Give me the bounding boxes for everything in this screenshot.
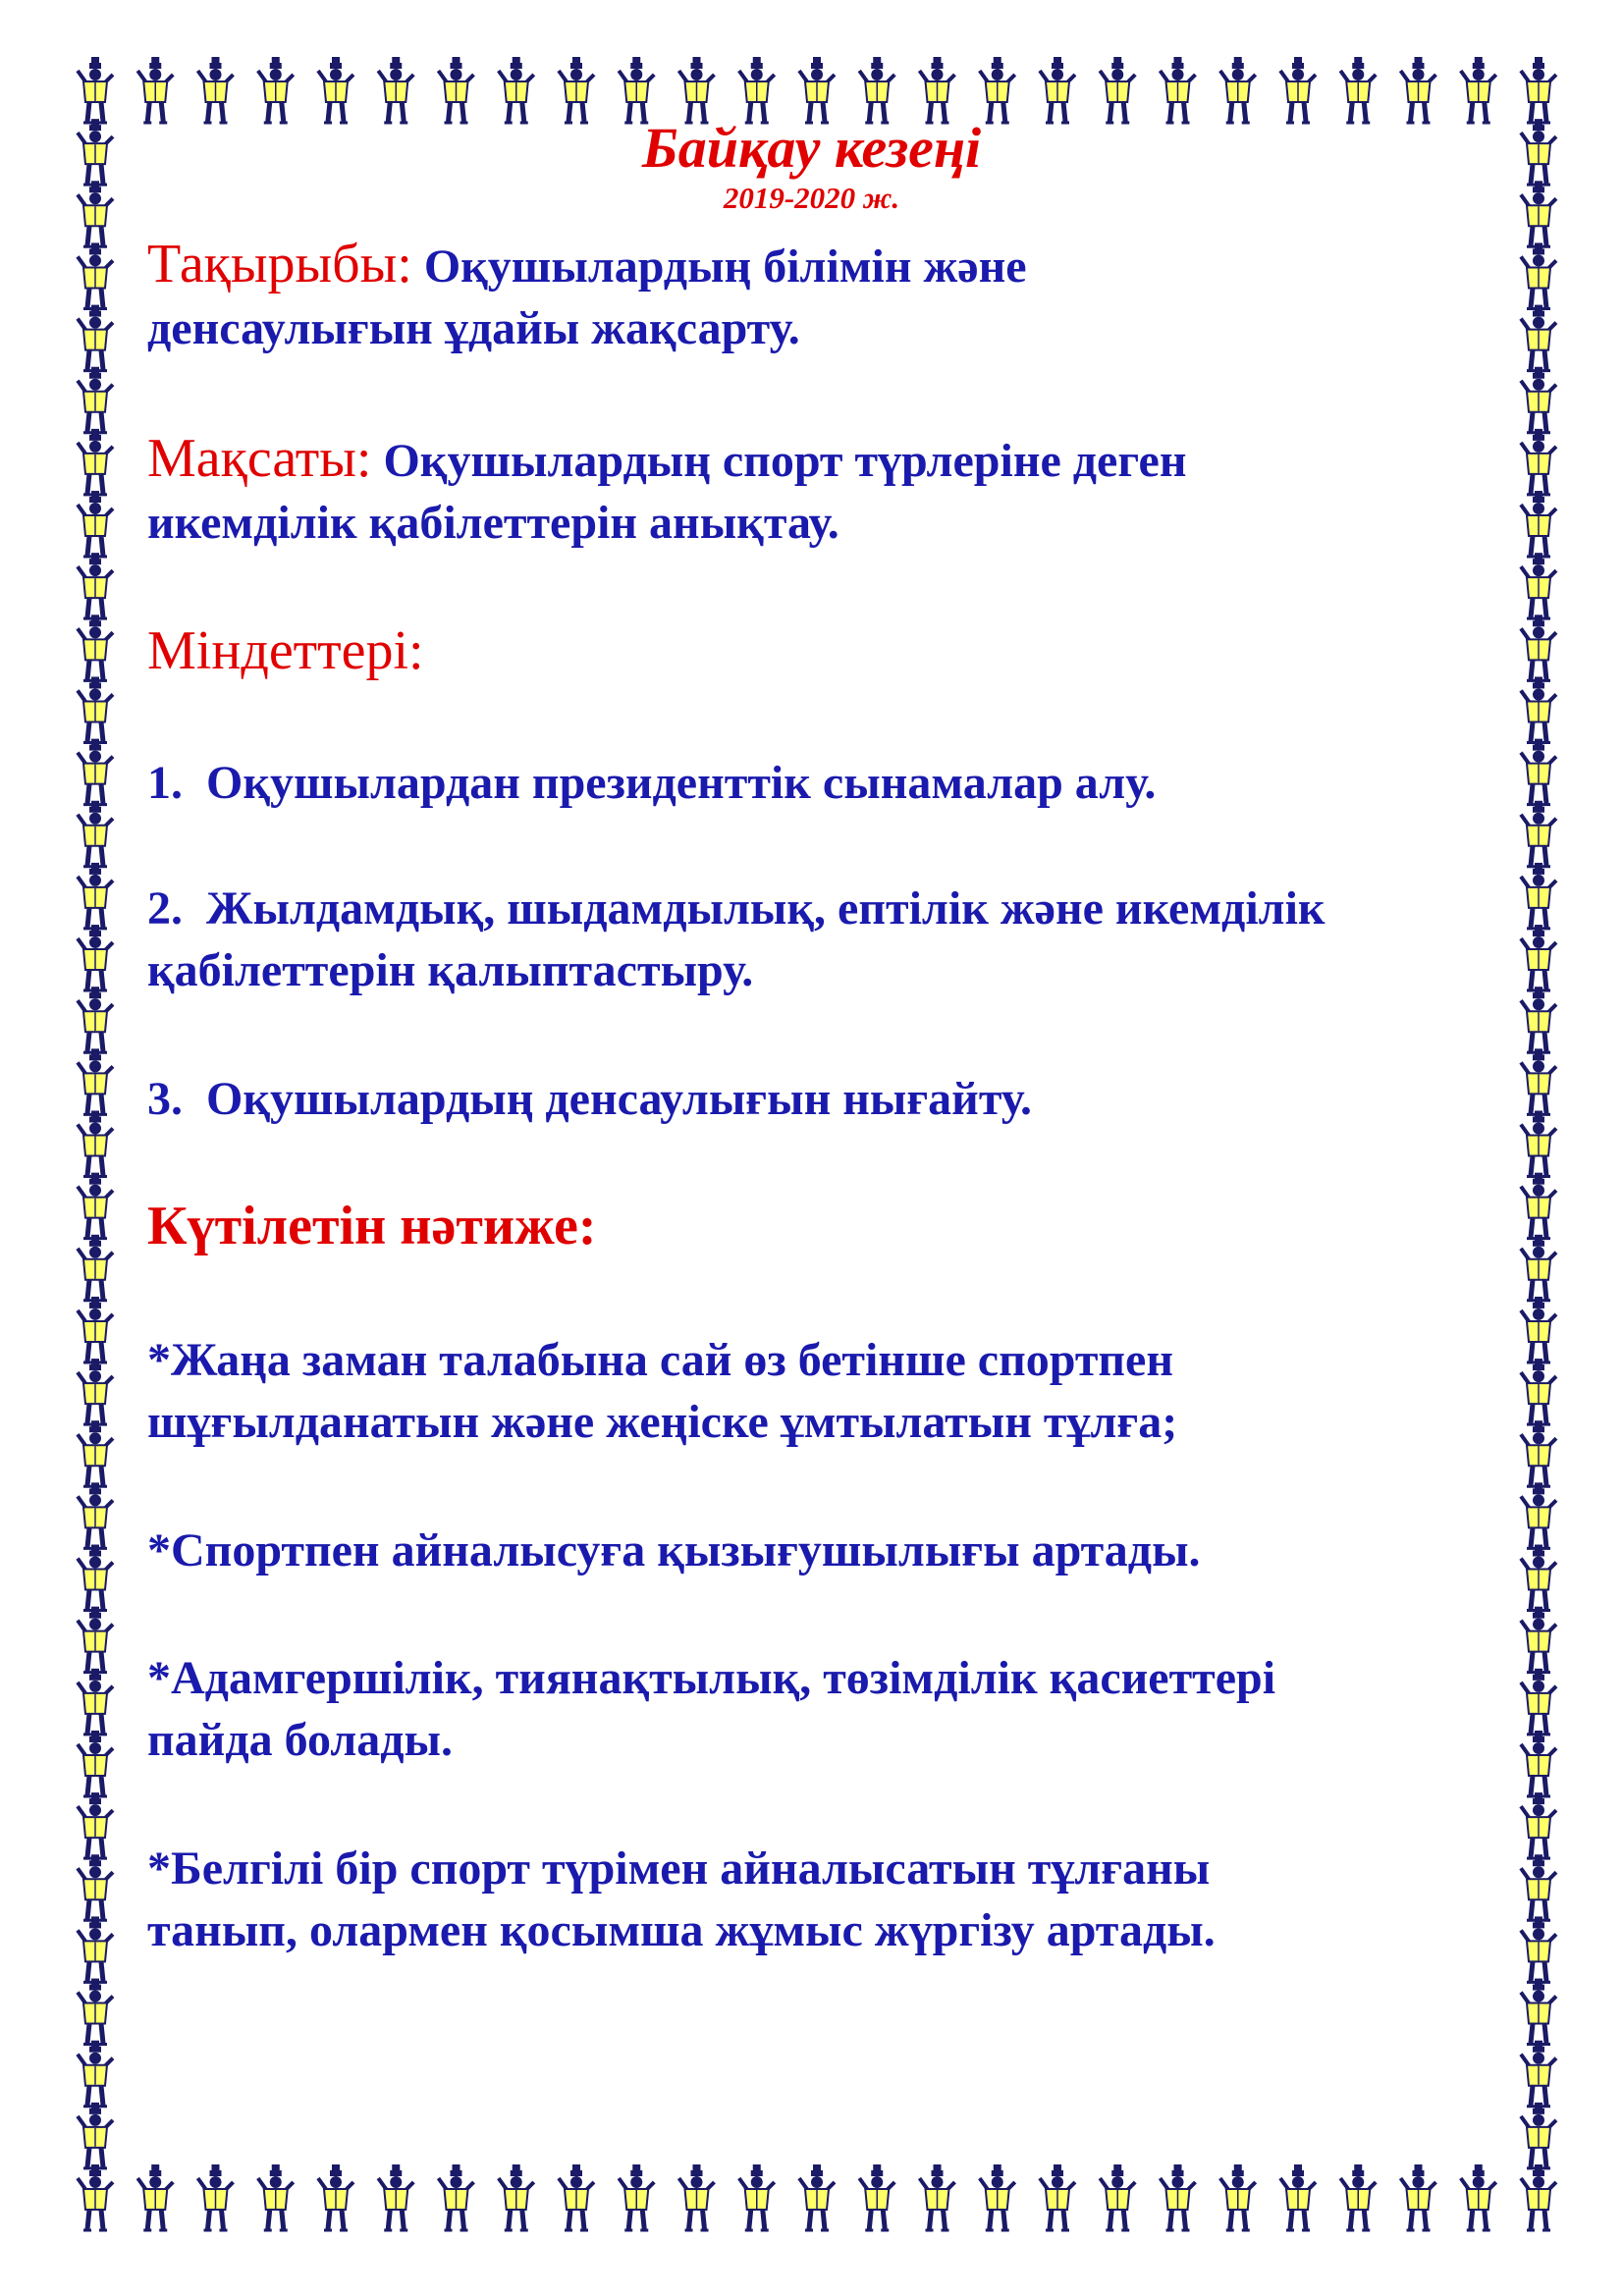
person-figure-icon (78, 1235, 113, 1301)
person-figure-icon (499, 57, 534, 123)
person-figure-icon (378, 57, 413, 123)
result-item-3 (147, 1647, 1522, 1771)
person-figure-icon (799, 57, 835, 123)
topic-text-line2: денсаулығын ұдайы жақсарту. (147, 302, 800, 354)
person-figure-icon (78, 1854, 113, 1920)
person-figure-icon (78, 2041, 113, 2107)
person-figure-icon (78, 57, 113, 123)
person-figure-icon (78, 1482, 113, 1548)
person-figure-icon (1220, 57, 1256, 123)
person-figure-icon (739, 2164, 775, 2230)
task-text: Оқушылардан президенттік сынамалар алу. (206, 757, 1157, 809)
person-figure-icon (1521, 1048, 1556, 1114)
person-figure-icon (1521, 57, 1556, 123)
person-figure-icon (1521, 1111, 1556, 1177)
person-figure-icon (1461, 57, 1496, 123)
person-figure-icon (1521, 2041, 1556, 2107)
person-figure-icon (499, 2164, 534, 2230)
person-figure-icon (78, 863, 113, 929)
topic-label: Тақырыбы: (147, 234, 412, 294)
person-figure-icon (78, 987, 113, 1052)
task-number: 2. (147, 882, 183, 934)
person-figure-icon (859, 2164, 894, 2230)
person-figure-icon (1161, 57, 1196, 123)
person-figure-icon (619, 2164, 654, 2230)
person-figure-icon (78, 429, 113, 495)
person-figure-icon (78, 1545, 113, 1611)
person-figure-icon (1521, 242, 1556, 308)
person-figure-icon (1521, 614, 1556, 680)
goal-section (147, 428, 1522, 554)
person-figure-icon (1521, 1482, 1556, 1548)
person-figure-icon (1521, 676, 1556, 742)
result-text-line2: шұғылданатын және жеңіске ұмтылатын тұлға; (147, 1396, 1178, 1448)
person-figure-icon (1521, 801, 1556, 867)
person-figure-icon (78, 925, 113, 990)
person-figure-icon (78, 2103, 113, 2168)
task-text: Оқушылардың денсаулығын нығайту. (206, 1073, 1032, 1125)
person-figure-icon (1521, 1607, 1556, 1673)
person-figure-icon (980, 57, 1015, 123)
person-figure-icon (78, 242, 113, 308)
result-item-1 (147, 1329, 1522, 1453)
person-figure-icon (1100, 57, 1135, 123)
person-figure-icon (78, 367, 113, 433)
task-item-2 (147, 878, 1522, 1001)
person-figure-icon (1521, 987, 1556, 1052)
person-figure-icon (1521, 2103, 1556, 2168)
person-figure-icon (1340, 57, 1376, 123)
person-figure-icon (1521, 1420, 1556, 1486)
person-figure-icon (1401, 2164, 1436, 2230)
person-figure-icon (78, 1048, 113, 1114)
person-figure-icon (78, 1111, 113, 1177)
person-figure-icon (799, 2164, 835, 2230)
person-figure-icon (559, 2164, 594, 2230)
person-figure-icon (78, 553, 113, 618)
person-figure-icon (1521, 429, 1556, 495)
person-figure-icon (1521, 367, 1556, 433)
person-figure-icon (318, 2164, 353, 2230)
person-figure-icon (78, 305, 113, 371)
topic-text-line1: Оқушылардың білімін және (423, 240, 1027, 293)
result-text-line2: танып, олармен қосымша жұмыс жүргізу артады. (147, 1904, 1216, 1956)
person-figure-icon (78, 1173, 113, 1239)
person-figure-icon (1521, 1916, 1556, 1982)
person-figure-icon (378, 2164, 413, 2230)
person-figure-icon (78, 1979, 113, 2045)
results-section (147, 1196, 1522, 1257)
person-figure-icon (619, 57, 654, 123)
person-figure-icon (137, 2164, 173, 2230)
person-figure-icon (1521, 739, 1556, 805)
person-figure-icon (78, 1731, 113, 1796)
person-figure-icon (679, 57, 715, 123)
task-text: Жылдамдық, шыдамдылық, ептілік және икемділік (206, 882, 1325, 934)
result-text-line1: *Адамгершілік, тиянақтылық, төзімділік қасиеттері (147, 1652, 1276, 1704)
person-figure-icon (980, 2164, 1015, 2230)
person-figure-icon (78, 1669, 113, 1735)
person-figure-icon (78, 739, 113, 805)
person-figure-icon (78, 614, 113, 680)
task-text-line2: қабілеттерін қалыптастыру. (147, 944, 754, 996)
person-figure-icon (137, 57, 173, 123)
person-figure-icon (1521, 925, 1556, 990)
tasks-label: Міндеттері: (147, 620, 424, 681)
person-figure-icon (198, 2164, 234, 2230)
person-figure-icon (1461, 2164, 1496, 2230)
goal-text-line2: икемділік қабілеттерін анықтау. (147, 497, 839, 549)
person-figure-icon (1521, 1545, 1556, 1611)
page-subtitle-year: 2019-2020 ж. (723, 181, 900, 215)
person-figure-icon (1521, 1979, 1556, 2045)
person-figure-icon (78, 1607, 113, 1673)
person-figure-icon (78, 491, 113, 557)
person-figure-icon (1521, 1173, 1556, 1239)
person-figure-icon (1161, 2164, 1196, 2230)
person-figure-icon (1521, 2164, 1556, 2230)
person-figure-icon (1040, 2164, 1075, 2230)
person-figure-icon (920, 2164, 955, 2230)
person-figure-icon (679, 2164, 715, 2230)
task-item-1 (147, 752, 1522, 814)
person-figure-icon (1521, 863, 1556, 929)
person-figure-icon (439, 57, 474, 123)
person-figure-icon (1340, 2164, 1376, 2230)
result-item-2 (147, 1520, 1522, 1581)
goal-text-line1: Оқушылардың спорт түрлеріне деген (383, 435, 1187, 487)
person-figure-icon (439, 2164, 474, 2230)
person-figure-icon (1521, 1669, 1556, 1735)
person-figure-icon (1100, 2164, 1135, 2230)
person-figure-icon (258, 2164, 294, 2230)
results-label: Күтілетін нәтиже: (147, 1196, 597, 1256)
person-figure-icon (859, 57, 894, 123)
task-number: 3. (147, 1073, 183, 1125)
person-figure-icon (78, 1420, 113, 1486)
person-figure-icon (78, 2164, 113, 2230)
goal-label: Мақсаты: (147, 428, 372, 489)
person-figure-icon (1521, 1854, 1556, 1920)
person-figure-icon (920, 57, 955, 123)
person-figure-icon (1521, 553, 1556, 618)
person-figure-icon (258, 57, 294, 123)
person-figure-icon (1521, 1359, 1556, 1424)
result-text-line1: *Жаңа заман талабына сай өз бетінше спортпен (147, 1334, 1174, 1386)
person-figure-icon (1521, 305, 1556, 371)
person-figure-icon (78, 801, 113, 867)
person-figure-icon (1280, 57, 1316, 123)
task-item-3 (147, 1068, 1522, 1130)
person-figure-icon (1521, 1235, 1556, 1301)
person-figure-icon (78, 676, 113, 742)
person-figure-icon (1521, 1792, 1556, 1858)
person-figure-icon (318, 57, 353, 123)
person-figure-icon (198, 57, 234, 123)
person-figure-icon (78, 1916, 113, 1982)
person-figure-icon (78, 1792, 113, 1858)
person-figure-icon (78, 1297, 113, 1362)
topic-section (147, 234, 1522, 359)
person-figure-icon (78, 1359, 113, 1424)
person-figure-icon (559, 57, 594, 123)
person-figure-icon (1040, 57, 1075, 123)
tasks-section (147, 620, 1522, 682)
person-figure-icon (1280, 2164, 1316, 2230)
person-figure-icon (1521, 491, 1556, 557)
result-text-line1: *Белгілі бір спорт түрімен айналысатын тұлғаны (147, 1842, 1211, 1895)
person-figure-icon (1521, 1731, 1556, 1796)
result-text-line1: *Спортпен айналысуға қызығушылығы артады. (147, 1524, 1201, 1576)
person-figure-icon (1401, 57, 1436, 123)
person-figure-icon (739, 57, 775, 123)
task-number: 1. (147, 757, 183, 809)
person-figure-icon (1521, 1297, 1556, 1362)
person-figure-icon (1220, 2164, 1256, 2230)
result-item-4 (147, 1838, 1522, 1961)
page-title: Байқау кезеңі (641, 116, 982, 180)
result-text-line2: пайда болады. (147, 1714, 454, 1766)
